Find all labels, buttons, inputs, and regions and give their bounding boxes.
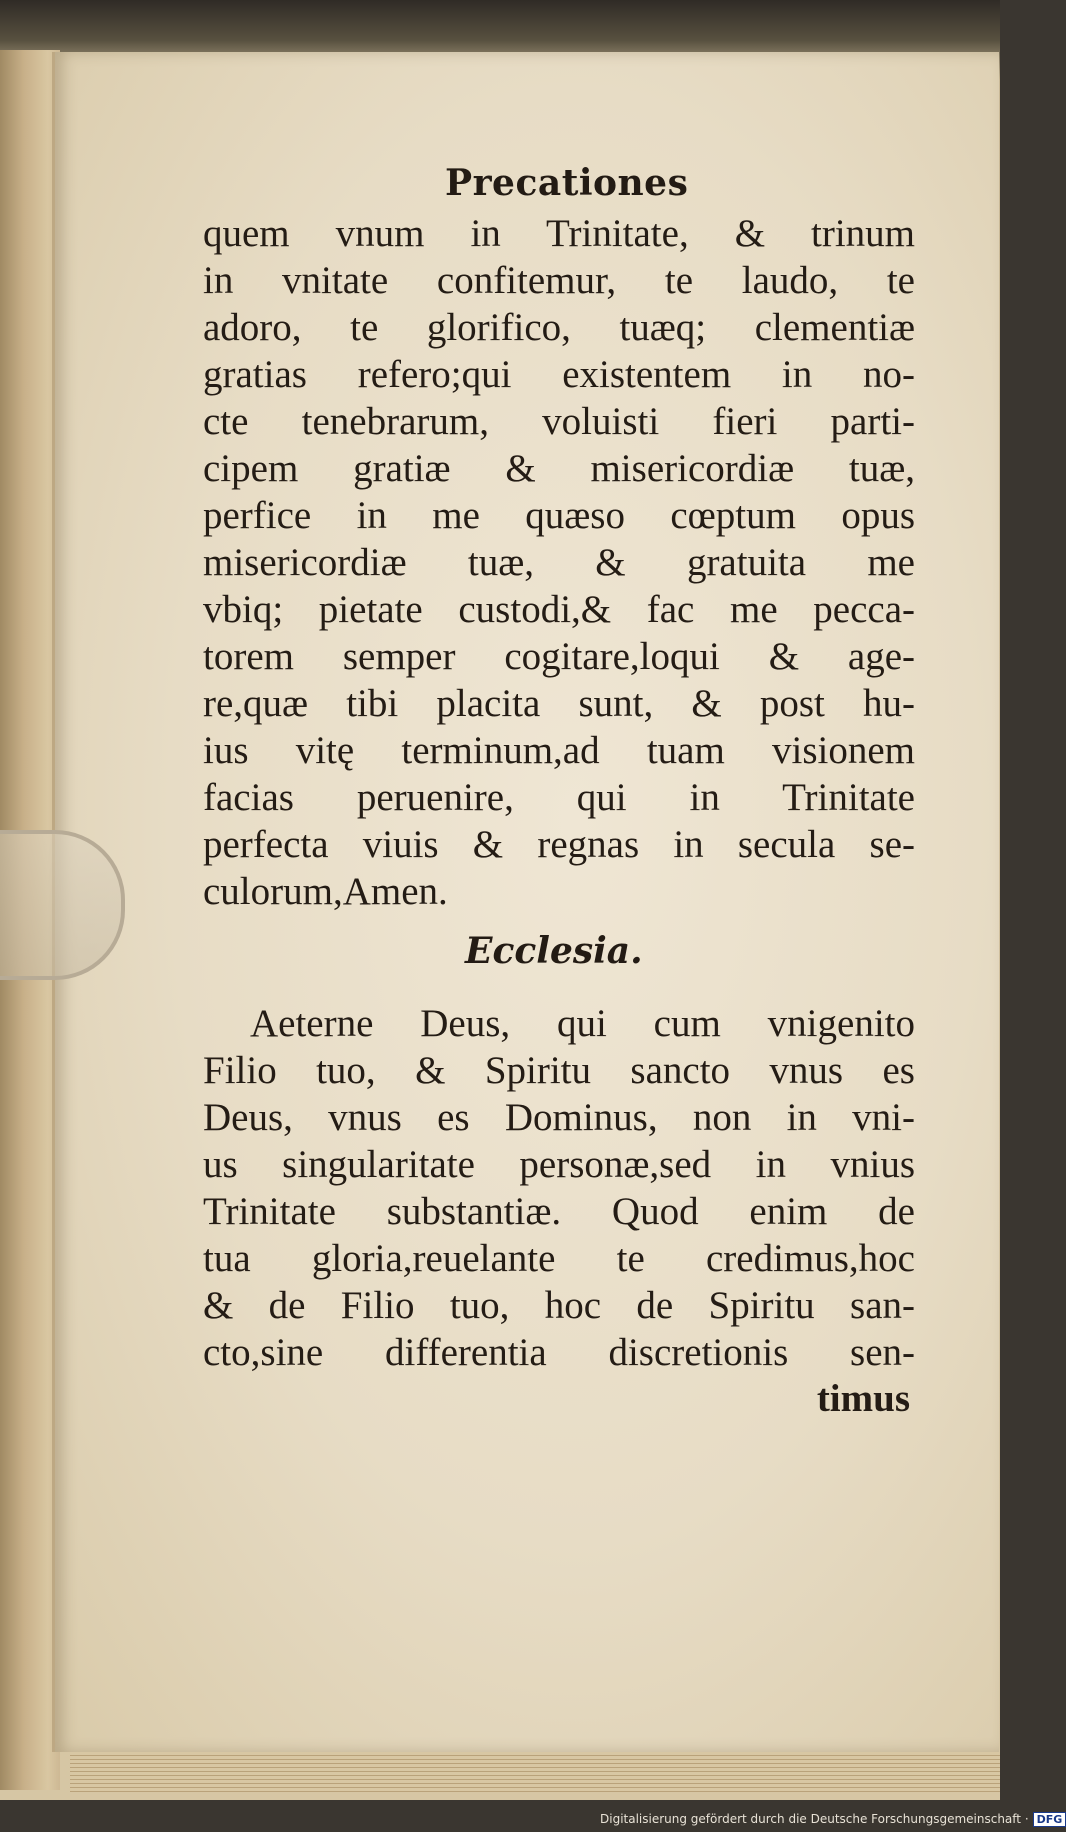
text-line: cto,sine differentia discretionis sen-: [203, 1331, 915, 1374]
dfg-logo: DFG: [1033, 1812, 1066, 1827]
text-line-last: culorum,Amen.: [203, 870, 448, 913]
text-line: Filio tuo, & Spiritu sancto vnus es: [203, 1049, 915, 1092]
credit-text: Digitalisierung gefördert durch die Deutsche Forschungsgemeinschaft ·: [600, 1812, 1029, 1826]
text-line: tua gloria,reuelante te credimus,hoc: [203, 1237, 915, 1280]
text-line: perfice in me quæso cœptum opus: [203, 494, 915, 537]
text-line: in vnitate confitemur, te laudo, te: [203, 259, 915, 302]
text-line: perfecta viuis & regnas in secula se-: [203, 823, 915, 866]
catchword: timus: [816, 1377, 910, 1420]
digitization-credit: [600, 1812, 1063, 1830]
book-clasp: [0, 830, 125, 980]
text-line: Aeterne Deus, qui cum vnigenito: [250, 1002, 915, 1045]
text-line: & de Filio tuo, hoc de Spiritu san-: [203, 1284, 915, 1327]
text-line: Deus, vnus es Dominus, non in vni-: [203, 1096, 915, 1139]
running-head: Precationes: [445, 162, 689, 204]
text-line: gratias refero;qui existentem in no-: [203, 353, 915, 396]
page-edges: [70, 1752, 1000, 1792]
text-line: facias peruenire, qui in Trinitate: [203, 776, 915, 819]
section-heading: Ecclesia.: [465, 930, 643, 972]
text-line: us singularitate personæ,sed in vnius: [203, 1143, 915, 1186]
text-line: ius vitę terminum,ad tuam visionem: [203, 729, 915, 772]
text-line: Trinitate substantiæ. Quod enim de: [203, 1190, 915, 1233]
text-line: cte tenebrarum, voluisti fieri parti-: [203, 400, 915, 443]
text-line: adoro, te glorifico, tuæq; clementiæ: [203, 306, 915, 349]
text-line: torem semper cogitare,loqui & age-: [203, 635, 915, 678]
text-line: re,quæ tibi placita sunt, & post hu-: [203, 682, 915, 725]
text-line: quem vnum in Trinitate, & trinum: [203, 212, 915, 255]
text-line: vbiq; pietate custodi,& fac me pecca-: [203, 588, 915, 631]
text-line: cipem gratiæ & misericordiæ tuæ,: [203, 447, 915, 490]
text-line: misericordiæ tuæ, & gratuita me: [203, 541, 915, 584]
